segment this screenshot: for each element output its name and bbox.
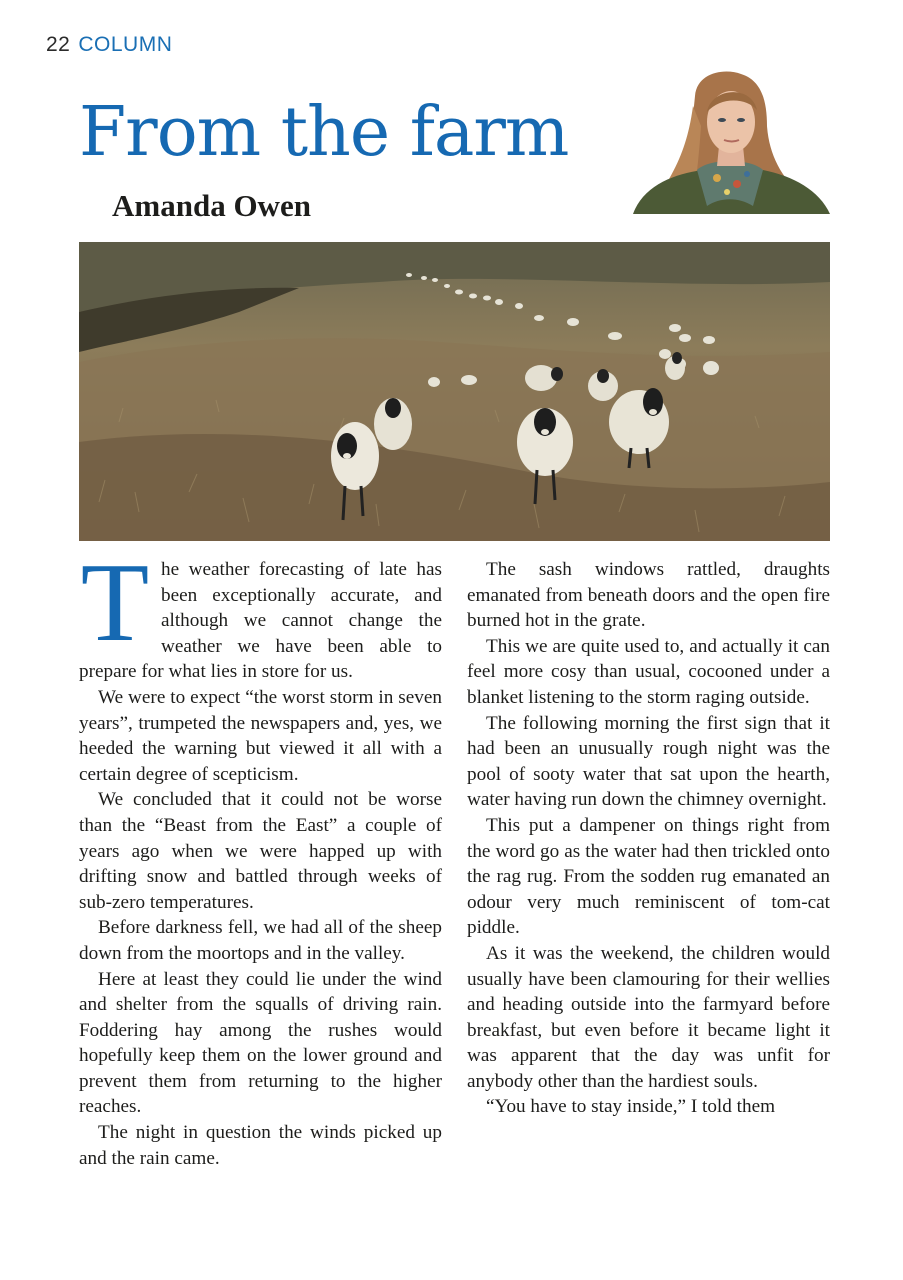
- paragraph: Before darkness fell, we had all of the sheep down from the moortops and in the valley.: [79, 917, 442, 964]
- paragraph: The night in question the winds picked up and the rain came.: [79, 1122, 442, 1169]
- article-column-right: [467, 557, 830, 1120]
- moorland-sheep-photo: [79, 242, 830, 541]
- author-portrait: [633, 66, 830, 214]
- section-label: COLUMN: [78, 33, 173, 56]
- running-head: [46, 33, 172, 57]
- paragraph: “You have to stay inside,” I told them: [486, 1096, 776, 1118]
- paragraph: We concluded that it could not be worse than the “Beast from the East” a couple of years ago when we were happed up with drifting snow and battled through weeks of sub-zero temperatures.: [79, 789, 442, 913]
- paragraph: This we are quite used to, and actually it can feel more cosy than usual, cocooned under a blanket listening to the storm raging outside.: [467, 635, 830, 708]
- article-title: From the farm: [79, 93, 569, 172]
- paragraph: The sash windows rattled, draughts emanated from beneath doors and the open fire burned hot in the grate.: [467, 559, 830, 632]
- paragraph: As it was the weekend, the children would usually have been clamouring for their wellies and heading outside into the farmyard before breakfast, but even before it became light it was apparent that the day was unfit for anybody other than the hardiest souls.: [467, 942, 830, 1092]
- author-byline: Amanda Owen: [112, 188, 311, 223]
- page-number: 22: [46, 33, 71, 56]
- article-column-left: [79, 541, 442, 1171]
- paragraph: We were to expect “the worst storm in seven years”, trumpeted the newspapers and, yes, we heeded the warning but viewed it all with a certain degree of scepticism.: [79, 686, 442, 785]
- paragraph: he weather forecasting of late has been exceptionally accurate, and although we cannot change the weather we have been able to prepare for what lies in store for us.: [79, 559, 442, 683]
- paragraph: This put a dampener on things right from the word go as the water had then trickled onto the rag rug. From the sodden rug emanated an odour very much reminiscent of tom-cat piddle.: [467, 814, 830, 939]
- paragraph: Here at least they could lie under the wind and shelter from the squalls of driving rain. Foddering hay among the rushes would hopefully keep them on the lower ground and prevent them from returning to the higher reaches.: [79, 968, 442, 1118]
- drop-cap: T: [80, 541, 150, 665]
- paragraph: The following morning the first sign that it had been an unusually rough night was the pool of sooty water that sat upon the hearth, water having run down the chimney overnight.: [467, 712, 830, 811]
